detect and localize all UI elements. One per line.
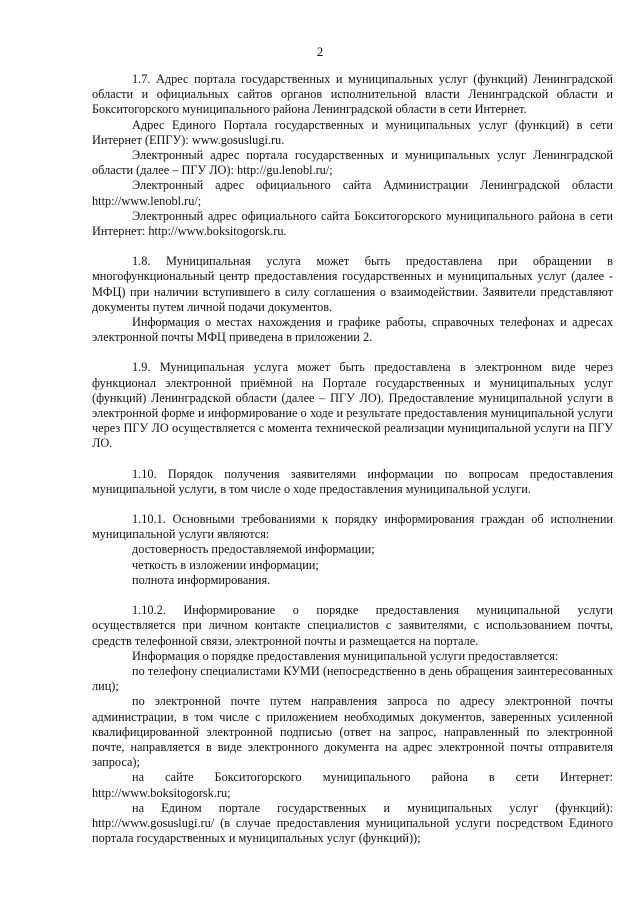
paragraph: Адрес Единого Портала государственных и муниципальных услуг (функций) в сети Интернет (ЕПГУ): www.gosuslugi.ru.: [92, 117, 613, 147]
paragraph: 1.9. Муниципальная услуга может быть предоставлена в электронном виде через функционал электронной приёмной на Портале государственных и муниципальных услуг (функций) Ленинградской области (далее – ПГУ ЛО). Предоставление муниципальной услуги в электронной форме и информирование о ходе и результате предоставления муниципальной услуги через ПГУ ЛО осуществляется с момента технической реализации муниципальной услуги на ПГУ ЛО.: [92, 360, 613, 451]
paragraph: 1.8. Муниципальная услуга может быть предоставлена при обращении в многофункциональный центр предоставления государственных и муниципальных услуг (далее - МФЦ) при наличии вступившего в силу соглашения о взаимодействии. Заявители представляют документы путем личной подачи документов.: [92, 254, 613, 314]
page-number: 2: [316, 44, 324, 59]
paragraph: 1.10.2. Информирование о порядке предоставления муниципальной услуги осуществляется при личном контакте специалистов с заявителями, с использованием почты, средств телефонной связи, электронной почты и размещается на портале.: [92, 603, 613, 648]
paragraph-spacer: [92, 452, 613, 467]
paragraph: Электронный адрес портала государственных и муниципальных услуг Ленинградской области (далее – ПГУ ЛО): http://gu.lenobl.ru/;: [92, 148, 613, 178]
paragraph-spacer: [92, 239, 613, 254]
paragraph: по телефону специалистами КУМИ (непосредственно в день обращения заинтересованных лиц);: [92, 663, 613, 694]
paragraph: на Едином портале государственных и муниципальных услуг (функций): http://www.gosuslugi.ru/ (в случае предоставления муниципальной услуги посредством Единого портала государственных и муниципальных услуг (функций));: [92, 800, 613, 846]
paragraph: достоверность предоставляемой информации;: [132, 542, 375, 557]
paragraph-spacer: [92, 345, 613, 360]
paragraph: четкость в изложении информации;: [132, 557, 319, 572]
document-body: [92, 72, 613, 846]
paragraph: 1.10.1. Основными требованиями к порядку информирования граждан об исполнении муниципальной услуги являются:: [92, 512, 613, 542]
paragraph: 1.7. Адрес портала государственных и муниципальных услуг (функций) Ленинградской области и официальных сайтов органов исполнительной власти Ленинградской области и Бокситогорского муниципального района Ленинградской области в сети Интернет.: [92, 72, 613, 117]
paragraph-spacer: [92, 497, 613, 512]
paragraph: Электронный адрес официального сайта Бокситогорского муниципального района в сети Интернет: http://www.boksitogorsk.ru.: [92, 208, 613, 239]
paragraph: на сайте Бокситогорского муниципального района в сети Интернет: http://www.boksitogorsk.ru;: [92, 770, 613, 800]
paragraph: 1.10. Порядок получения заявителями информации по вопросам предоставления муниципальной услуги, в том числе о ходе предоставления муниципальной услуги.: [92, 466, 613, 496]
paragraph: полнота информирования.: [132, 572, 271, 587]
paragraph: Информация о местах нахождения и графике работы, справочных телефонах и адресах электронной почты МФЦ приведена в приложении 2.: [92, 315, 613, 345]
paragraph: Электронный адрес официального сайта Администрации Ленинградской области http://www.lenobl.ru/;: [92, 178, 613, 208]
paragraph-spacer: [92, 588, 613, 603]
paragraph: Информация о порядке предоставления муниципальной услуги предоставляется:: [132, 648, 559, 663]
paragraph: по электронной почте путем направления запроса по адресу электронной почты администрации, в том числе с приложением необходимых документов, заверенных усиленной квалифицированной электронной подписью (ответ на запрос, направленный по электронной почте, направляется в виде электронного документа на адрес электронной почты отправителя запроса);: [92, 694, 613, 770]
